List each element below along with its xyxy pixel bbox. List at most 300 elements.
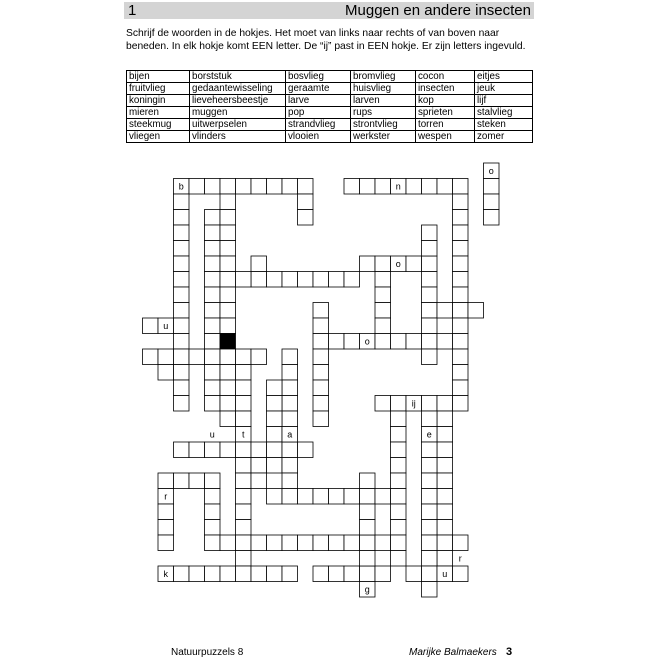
given-letter: o xyxy=(364,336,370,347)
grid-cell[interactable] xyxy=(313,411,329,427)
grid-cell[interactable] xyxy=(313,396,329,412)
grid-cell[interactable] xyxy=(174,194,190,210)
grid-cell[interactable] xyxy=(360,256,376,272)
grid-cell[interactable] xyxy=(313,566,329,582)
word-cell: koningin xyxy=(127,95,190,107)
grid-cell[interactable] xyxy=(375,396,391,412)
given-letter: b xyxy=(178,181,184,192)
grid-cell[interactable] xyxy=(220,303,236,319)
grid-cell[interactable] xyxy=(453,210,469,226)
word-cell: steekmug xyxy=(127,119,190,131)
grid-cell[interactable] xyxy=(422,303,438,319)
grid-cell[interactable] xyxy=(422,225,438,241)
grid-cell[interactable] xyxy=(453,256,469,272)
grid-cell[interactable] xyxy=(220,256,236,272)
grid-cell[interactable] xyxy=(453,380,469,396)
given-letter: r xyxy=(164,491,168,502)
word-cell: torren xyxy=(416,119,475,131)
grid-cell[interactable] xyxy=(174,566,190,582)
grid-cell[interactable] xyxy=(282,566,298,582)
word-cell: bijen xyxy=(127,71,190,83)
grid-cell[interactable] xyxy=(360,535,376,551)
word-cell: insecten xyxy=(416,83,475,95)
word-cell: uitwerpselen xyxy=(190,119,286,131)
grid-cell[interactable] xyxy=(360,473,376,489)
grid-cell[interactable] xyxy=(437,303,453,319)
grid-cell[interactable] xyxy=(391,520,407,536)
word-cell: cocon xyxy=(416,71,475,83)
grid-cell[interactable] xyxy=(437,179,453,195)
grid-cell[interactable] xyxy=(205,566,221,582)
grid-cell[interactable] xyxy=(344,566,360,582)
grid-cell[interactable] xyxy=(437,551,453,567)
grid-cell[interactable] xyxy=(220,179,236,195)
grid-cell[interactable] xyxy=(484,179,500,195)
grid-cell[interactable] xyxy=(282,272,298,288)
word-cell: gedaantewisseling xyxy=(190,83,286,95)
grid-cell[interactable] xyxy=(313,334,329,350)
grid-cell[interactable] xyxy=(422,489,438,505)
grid-cell[interactable] xyxy=(344,334,360,350)
grid-cell[interactable] xyxy=(344,535,360,551)
given-letter: t xyxy=(241,429,245,440)
grid-cell[interactable] xyxy=(360,489,376,505)
grid-cell[interactable] xyxy=(437,535,453,551)
grid-cell[interactable] xyxy=(406,256,422,272)
grid-cell[interactable] xyxy=(251,442,267,458)
grid-cell[interactable] xyxy=(282,396,298,412)
grid-cell[interactable] xyxy=(174,396,190,412)
grid-cell[interactable] xyxy=(298,535,314,551)
grid-cell[interactable] xyxy=(158,473,174,489)
grid-cell[interactable] xyxy=(453,334,469,350)
word-cell: lijf xyxy=(475,95,533,107)
word-cell: eitjes xyxy=(475,71,533,83)
grid-cell[interactable] xyxy=(313,272,329,288)
word-cell: pop xyxy=(286,107,351,119)
grid-cell[interactable] xyxy=(437,504,453,520)
instructions-text: Schrijf de woorden in de hokjes. Het moet van links naar rechts of van boven naar beneden. In elk hokje komt EEN letter. De “ij” past in EEN hokje. Er zijn letters ingevuld. xyxy=(126,28,526,52)
grid-cell[interactable] xyxy=(437,427,453,443)
grid-cell[interactable] xyxy=(220,225,236,241)
grid-cell[interactable] xyxy=(422,473,438,489)
grid-cell[interactable] xyxy=(453,179,469,195)
grid-cell[interactable] xyxy=(205,256,221,272)
word-cell: mieren xyxy=(127,107,190,119)
grid-cell[interactable] xyxy=(236,520,252,536)
grid-cell[interactable] xyxy=(205,473,221,489)
grid-cell[interactable] xyxy=(453,318,469,334)
grid-cell[interactable] xyxy=(143,318,159,334)
word-cell: strontvlieg xyxy=(351,119,416,131)
grid-cell[interactable] xyxy=(158,535,174,551)
grid-cell[interactable] xyxy=(422,411,438,427)
grid-cell[interactable] xyxy=(158,504,174,520)
grid-cell[interactable] xyxy=(360,551,376,567)
grid-cell[interactable] xyxy=(174,318,190,334)
grid-cell[interactable] xyxy=(422,318,438,334)
grid-cell[interactable] xyxy=(251,272,267,288)
word-cell: bosvlieg xyxy=(286,71,351,83)
grid-cell[interactable] xyxy=(282,458,298,474)
grid-cell[interactable] xyxy=(422,504,438,520)
word-cell: huisvlieg xyxy=(351,83,416,95)
grid-cell[interactable] xyxy=(437,411,453,427)
grid-cell[interactable] xyxy=(391,458,407,474)
word-cell: fruitvlieg xyxy=(127,83,190,95)
grid-cell[interactable] xyxy=(375,256,391,272)
grid-cell[interactable] xyxy=(267,396,283,412)
given-letter: o xyxy=(395,258,401,269)
grid-cell[interactable] xyxy=(344,272,360,288)
grid-cell[interactable] xyxy=(267,458,283,474)
grid-cell[interactable] xyxy=(453,396,469,412)
word-cell: larven xyxy=(351,95,416,107)
grid-cell[interactable] xyxy=(298,179,314,195)
given-letter: n xyxy=(395,181,401,192)
grid-cell[interactable] xyxy=(220,241,236,257)
given-letter: r xyxy=(458,553,462,564)
given-letter: k xyxy=(163,568,168,579)
grid-cell[interactable] xyxy=(220,349,236,365)
grid-cell[interactable] xyxy=(391,427,407,443)
grid-cell[interactable] xyxy=(313,318,329,334)
grid-cell[interactable] xyxy=(422,256,438,272)
grid-cell[interactable] xyxy=(236,473,252,489)
grid-cell[interactable] xyxy=(205,349,221,365)
grid-cell[interactable] xyxy=(174,334,190,350)
grid-cell[interactable] xyxy=(375,334,391,350)
grid-cell[interactable] xyxy=(236,535,252,551)
grid-cell[interactable] xyxy=(236,566,252,582)
grid-cell[interactable] xyxy=(391,489,407,505)
grid-cell[interactable] xyxy=(220,380,236,396)
word-cell: zomer xyxy=(475,131,533,143)
grid-cell[interactable] xyxy=(375,287,391,303)
grid-cell[interactable] xyxy=(189,473,205,489)
grid-cell[interactable] xyxy=(422,241,438,257)
grid-cell[interactable] xyxy=(174,210,190,226)
grid-cell[interactable] xyxy=(453,566,469,582)
grid-cell[interactable] xyxy=(236,349,252,365)
grid-cell[interactable] xyxy=(453,287,469,303)
grid-cell[interactable] xyxy=(360,179,376,195)
grid-cell[interactable] xyxy=(391,473,407,489)
grid-cell[interactable] xyxy=(267,442,283,458)
grid-cell[interactable] xyxy=(205,504,221,520)
grid-cell[interactable] xyxy=(282,411,298,427)
grid-cell[interactable] xyxy=(236,396,252,412)
grid-cell[interactable] xyxy=(437,520,453,536)
footer-book-title: Natuurpuzzels 8 xyxy=(171,647,244,658)
word-cell: jeuk xyxy=(475,83,533,95)
grid-cell[interactable] xyxy=(329,334,345,350)
word-cell: sprieten xyxy=(416,107,475,119)
grid-cell[interactable] xyxy=(406,179,422,195)
word-cell: strandvlieg xyxy=(286,119,351,131)
grid-cell[interactable] xyxy=(189,566,205,582)
grid-cell[interactable] xyxy=(391,535,407,551)
grid-cell[interactable] xyxy=(143,349,159,365)
grid-cell[interactable] xyxy=(422,566,438,582)
grid-cell[interactable] xyxy=(313,535,329,551)
grid-cell[interactable] xyxy=(220,535,236,551)
grid-cell[interactable] xyxy=(391,551,407,567)
grid-cell[interactable] xyxy=(313,303,329,319)
grid-cell[interactable] xyxy=(375,489,391,505)
word-cell: kop xyxy=(416,95,475,107)
grid-cell[interactable] xyxy=(282,380,298,396)
grid-cell[interactable] xyxy=(205,442,221,458)
grid-cell[interactable] xyxy=(251,566,267,582)
grid-cell[interactable] xyxy=(158,520,174,536)
grid-cell[interactable] xyxy=(267,566,283,582)
given-letter: o xyxy=(488,165,494,176)
grid-cell[interactable] xyxy=(313,489,329,505)
puzzle-title: Muggen en andere insecten xyxy=(345,2,531,19)
grid-cell[interactable] xyxy=(251,535,267,551)
word-cell: borststuk xyxy=(190,71,286,83)
grid-cell[interactable] xyxy=(298,194,314,210)
grid-cell[interactable] xyxy=(375,272,391,288)
grid-cell[interactable] xyxy=(282,489,298,505)
grid-cell[interactable] xyxy=(174,303,190,319)
grid-cell[interactable] xyxy=(313,349,329,365)
grid-cell[interactable] xyxy=(236,458,252,474)
grid-cell[interactable] xyxy=(158,365,174,381)
given-letter: u xyxy=(163,320,169,331)
grid-cell[interactable] xyxy=(453,535,469,551)
word-cell: vlinders xyxy=(190,131,286,143)
grid-cell[interactable] xyxy=(360,520,376,536)
grid-cell[interactable] xyxy=(189,442,205,458)
grid-cell[interactable] xyxy=(282,442,298,458)
grid-cell[interactable] xyxy=(205,489,221,505)
grid-cell[interactable] xyxy=(298,489,314,505)
grid-cell[interactable] xyxy=(453,365,469,381)
word-cell: geraamte xyxy=(286,83,351,95)
grid-cell[interactable] xyxy=(220,210,236,226)
grid-cell[interactable] xyxy=(205,365,221,381)
grid-cell[interactable] xyxy=(282,349,298,365)
grid-cell[interactable] xyxy=(251,256,267,272)
word-cell: rups xyxy=(351,107,416,119)
grid-cell[interactable] xyxy=(391,411,407,427)
grid-cell[interactable] xyxy=(236,179,252,195)
grid-cell[interactable] xyxy=(375,303,391,319)
grid-cell[interactable] xyxy=(422,287,438,303)
grid-cell[interactable] xyxy=(205,334,221,350)
word-cell: larve xyxy=(286,95,351,107)
grid-cell[interactable] xyxy=(251,458,267,474)
grid-cell[interactable] xyxy=(422,396,438,412)
grid-cell[interactable] xyxy=(220,272,236,288)
black-cell[interactable] xyxy=(220,334,236,350)
grid-cell[interactable] xyxy=(298,210,314,226)
grid-cell[interactable] xyxy=(174,365,190,381)
grid-cell[interactable] xyxy=(267,427,283,443)
grid-cell[interactable] xyxy=(205,318,221,334)
grid-cell[interactable] xyxy=(422,458,438,474)
grid-cell[interactable] xyxy=(236,551,252,567)
grid-cell[interactable] xyxy=(174,256,190,272)
grid-cell[interactable] xyxy=(375,318,391,334)
grid-cell[interactable] xyxy=(189,179,205,195)
grid-cell[interactable] xyxy=(267,411,283,427)
grid-cell[interactable] xyxy=(484,210,500,226)
grid-cell[interactable] xyxy=(236,411,252,427)
grid-cell[interactable] xyxy=(220,365,236,381)
grid-cell[interactable] xyxy=(422,582,438,598)
grid-cell[interactable] xyxy=(391,334,407,350)
grid-cell[interactable] xyxy=(468,303,484,319)
grid-cell[interactable] xyxy=(406,334,422,350)
grid-cell[interactable] xyxy=(437,334,453,350)
grid-cell[interactable] xyxy=(422,535,438,551)
grid-cell[interactable] xyxy=(158,349,174,365)
given-letter: ij xyxy=(411,398,416,409)
grid-cell[interactable] xyxy=(220,442,236,458)
grid-cell[interactable] xyxy=(174,380,190,396)
given-letter: a xyxy=(287,429,293,440)
grid-cell[interactable] xyxy=(251,179,267,195)
grid-cell[interactable] xyxy=(205,535,221,551)
grid-cell[interactable] xyxy=(375,566,391,582)
page-number: 3 xyxy=(506,646,513,658)
grid-cell[interactable] xyxy=(391,504,407,520)
grid-cell[interactable] xyxy=(220,396,236,412)
grid-cell[interactable] xyxy=(298,272,314,288)
grid-cell[interactable] xyxy=(329,489,345,505)
grid-cell[interactable] xyxy=(453,194,469,210)
word-cell: stalvlieg xyxy=(475,107,533,119)
grid-cell[interactable] xyxy=(298,442,314,458)
grid-cell[interactable] xyxy=(422,179,438,195)
grid-cell[interactable] xyxy=(174,272,190,288)
grid-cell[interactable] xyxy=(437,396,453,412)
grid-cell[interactable] xyxy=(391,396,407,412)
grid-cell[interactable] xyxy=(453,225,469,241)
puzzle-number: 1 xyxy=(128,2,137,19)
grid-cell[interactable] xyxy=(174,473,190,489)
grid-cell[interactable] xyxy=(391,442,407,458)
grid-cell[interactable] xyxy=(406,566,422,582)
grid-cell[interactable] xyxy=(422,334,438,350)
given-letter: g xyxy=(364,584,370,595)
grid-cell[interactable] xyxy=(313,365,329,381)
grid-cell[interactable] xyxy=(437,442,453,458)
grid-cell[interactable] xyxy=(267,489,283,505)
grid-cell[interactable] xyxy=(267,179,283,195)
grid-cell[interactable] xyxy=(174,241,190,257)
grid-cell[interactable] xyxy=(437,489,453,505)
grid-cell[interactable] xyxy=(236,489,252,505)
given-letter: e xyxy=(426,429,432,440)
grid-cell[interactable] xyxy=(220,318,236,334)
grid-cell[interactable] xyxy=(205,380,221,396)
given-letter: u xyxy=(209,429,215,440)
grid-cell[interactable] xyxy=(360,504,376,520)
grid-cell[interactable] xyxy=(220,411,236,427)
grid-cell[interactable] xyxy=(422,551,438,567)
grid-cell[interactable] xyxy=(267,272,283,288)
grid-cell[interactable] xyxy=(344,489,360,505)
grid-cell[interactable] xyxy=(282,179,298,195)
grid-cell[interactable] xyxy=(422,272,438,288)
grid-cell[interactable] xyxy=(205,241,221,257)
grid-cell[interactable] xyxy=(422,349,438,365)
grid-cell[interactable] xyxy=(205,179,221,195)
word-cell: lieveheersbeestje xyxy=(190,95,286,107)
grid-cell[interactable] xyxy=(174,287,190,303)
grid-cell[interactable] xyxy=(484,194,500,210)
word-cell: vliegen xyxy=(127,131,190,143)
grid-cell[interactable] xyxy=(174,225,190,241)
word-cell: muggen xyxy=(190,107,286,119)
grid-cell[interactable] xyxy=(313,380,329,396)
grid-cell[interactable] xyxy=(205,396,221,412)
grid-cell[interactable] xyxy=(422,442,438,458)
grid-cell[interactable] xyxy=(251,349,267,365)
grid-cell[interactable] xyxy=(453,272,469,288)
word-cell: steken xyxy=(475,119,533,131)
grid-cell[interactable] xyxy=(267,535,283,551)
grid-cell[interactable] xyxy=(189,349,205,365)
word-cell: wespen xyxy=(416,131,475,143)
grid-cell[interactable] xyxy=(267,380,283,396)
grid-cell[interactable] xyxy=(236,380,252,396)
grid-cell[interactable] xyxy=(220,194,236,210)
grid-cell[interactable] xyxy=(282,473,298,489)
grid-cell[interactable] xyxy=(453,241,469,257)
given-letter: u xyxy=(442,568,448,579)
grid-cell[interactable] xyxy=(205,225,221,241)
grid-cell[interactable] xyxy=(236,272,252,288)
grid-cell[interactable] xyxy=(437,473,453,489)
grid-cell[interactable] xyxy=(205,520,221,536)
grid-cell[interactable] xyxy=(329,535,345,551)
word-cell: werkster xyxy=(351,131,416,143)
word-cell: bromvlieg xyxy=(351,71,416,83)
grid-cell[interactable] xyxy=(236,365,252,381)
grid-cell[interactable] xyxy=(453,303,469,319)
footer-author: Marijke Balmaekers xyxy=(409,647,497,658)
grid-cell[interactable] xyxy=(375,535,391,551)
grid-cell[interactable] xyxy=(205,272,221,288)
grid-cell[interactable] xyxy=(236,504,252,520)
grid-cell[interactable] xyxy=(344,179,360,195)
grid-cell[interactable] xyxy=(220,287,236,303)
grid-cell[interactable] xyxy=(282,535,298,551)
grid-cell[interactable] xyxy=(251,473,267,489)
grid-cell[interactable] xyxy=(282,365,298,381)
grid-cell[interactable] xyxy=(329,566,345,582)
grid-cell[interactable] xyxy=(220,566,236,582)
grid-cell[interactable] xyxy=(360,566,376,582)
grid-cell[interactable] xyxy=(205,210,221,226)
grid-cell[interactable] xyxy=(437,458,453,474)
grid-cell[interactable] xyxy=(422,520,438,536)
word-cell: vlooien xyxy=(286,131,351,143)
grid-cell[interactable] xyxy=(236,442,252,458)
grid-cell[interactable] xyxy=(205,303,221,319)
grid-cell[interactable] xyxy=(174,349,190,365)
grid-cell[interactable] xyxy=(205,287,221,303)
grid-cell[interactable] xyxy=(453,349,469,365)
grid-cell[interactable] xyxy=(375,179,391,195)
grid-cell[interactable] xyxy=(174,442,190,458)
grid-cell[interactable] xyxy=(329,272,345,288)
